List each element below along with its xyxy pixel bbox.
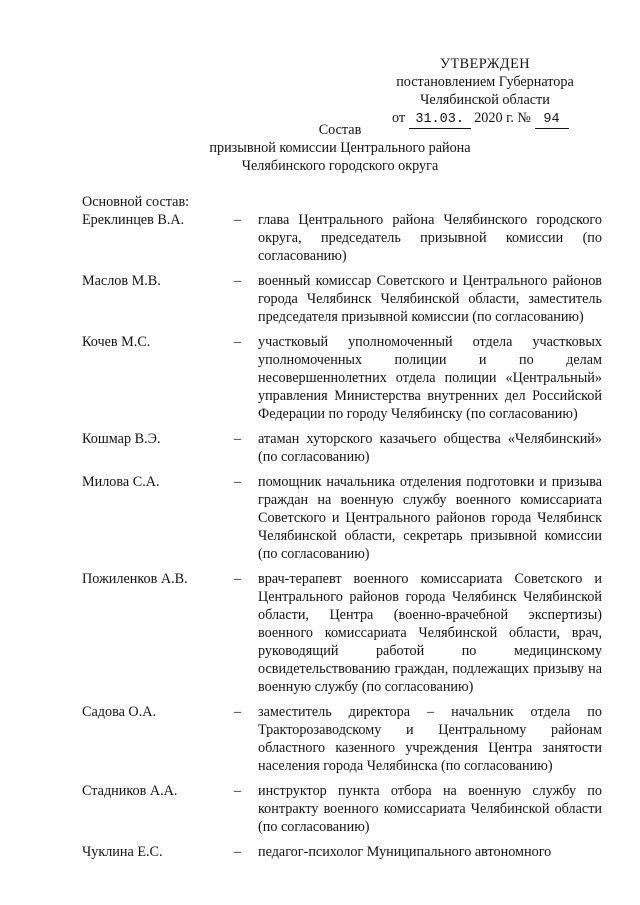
member-dash: –: [234, 783, 242, 799]
member-dash: –: [234, 431, 242, 447]
member-name: Пожиленков А.В.: [82, 571, 188, 587]
member-name: Стадников А.А.: [82, 783, 178, 799]
member-description: заместитель директора – начальник отдела по Тракторозаводскому и Центральному районам областного казенного учреждения Центра занятости населения города Челябинска (по согласованию): [258, 704, 602, 774]
member-row: [82, 333, 602, 423]
member-description: военный комиссар Советского и Центрального районов города Челябинск Челябинской области, заместитель председателя призывной комиссии (по согласованию): [258, 273, 602, 325]
member-name: Маслов М.В.: [82, 273, 161, 289]
member-dash: –: [234, 273, 242, 289]
member-row: [82, 782, 602, 836]
member-dash: –: [234, 474, 242, 490]
member-row: [82, 211, 602, 265]
member-description: атаман хуторского казачьего общества «Челябинский» (по согласованию): [258, 431, 602, 465]
member-row: [82, 430, 602, 466]
member-row: [82, 272, 602, 326]
member-row: [82, 570, 602, 696]
member-row: [82, 473, 602, 563]
section-label-main: Основной состав:: [82, 194, 190, 210]
document-heading: [160, 121, 520, 175]
member-dash: –: [234, 334, 242, 350]
member-dash: –: [234, 571, 242, 587]
approval-title: УТВЕРЖДЕН: [439, 56, 531, 72]
member-name: Чуклина Е.С.: [82, 844, 163, 860]
approval-line-1: постановлением Губернатора: [396, 74, 574, 90]
member-description: глава Центрального района Челябинского городского округа, председатель призывной комиссии (по согласованию): [258, 212, 602, 264]
date-value: 31.03.: [409, 112, 471, 129]
member-description: помощник начальника отделения подготовки и призыва граждан на военную службу военного комиссариата Советского и Центрального районов города Челябинск Челябинской области, секретарь призывной комиссии (по согласованию): [258, 474, 602, 562]
member-name: Милова С.А.: [82, 474, 160, 490]
member-name: Кочев М.С.: [82, 334, 151, 350]
member-name: Ереклинцев В.А.: [82, 212, 185, 228]
heading-line-2: призывной комиссии Центрального района: [209, 140, 471, 156]
member-dash: –: [234, 704, 242, 720]
member-row: [82, 703, 602, 775]
member-row: [82, 843, 602, 861]
member-dash: –: [234, 844, 242, 860]
member-description: педагог-психолог Муниципального автономного: [258, 844, 552, 860]
member-name: Садова О.А.: [82, 704, 157, 720]
member-description: врач-терапевт военного комиссариата Советского и Центрального районов города Челябинск Челябинской области, Центра (военно-врачебной экспертизы) военного комиссариата Челябинской области, врач, руководящий работой по медицинскому освидетельствованию граждан, подлежащих призыву на военную службу (по согласованию): [258, 571, 602, 695]
member-dash: –: [234, 212, 242, 228]
member-description: инструктор пункта отбора на военную службу по контракту военного комиссариата Челябинской области (по согласованию): [258, 783, 602, 835]
heading-line-1: Состав: [318, 122, 362, 138]
approval-block: [380, 55, 590, 129]
member-name: Кошмар В.Э.: [82, 431, 161, 447]
approval-line-2: Челябинской области: [420, 92, 550, 108]
member-list: [82, 211, 602, 868]
year-text: 2020 г. №: [474, 110, 531, 126]
decree-number: 94: [535, 112, 569, 129]
date-prefix: от: [392, 110, 406, 126]
member-description: участковый уполномоченный отдела участковых уполномоченных полиции и по делам несовершеннолетних отдела полиции «Центральный» управления Министерства внутренних дел Российской Федерации по городу Челябинску (по согласованию): [258, 334, 602, 422]
heading-line-3: Челябинского городского округа: [241, 158, 439, 174]
